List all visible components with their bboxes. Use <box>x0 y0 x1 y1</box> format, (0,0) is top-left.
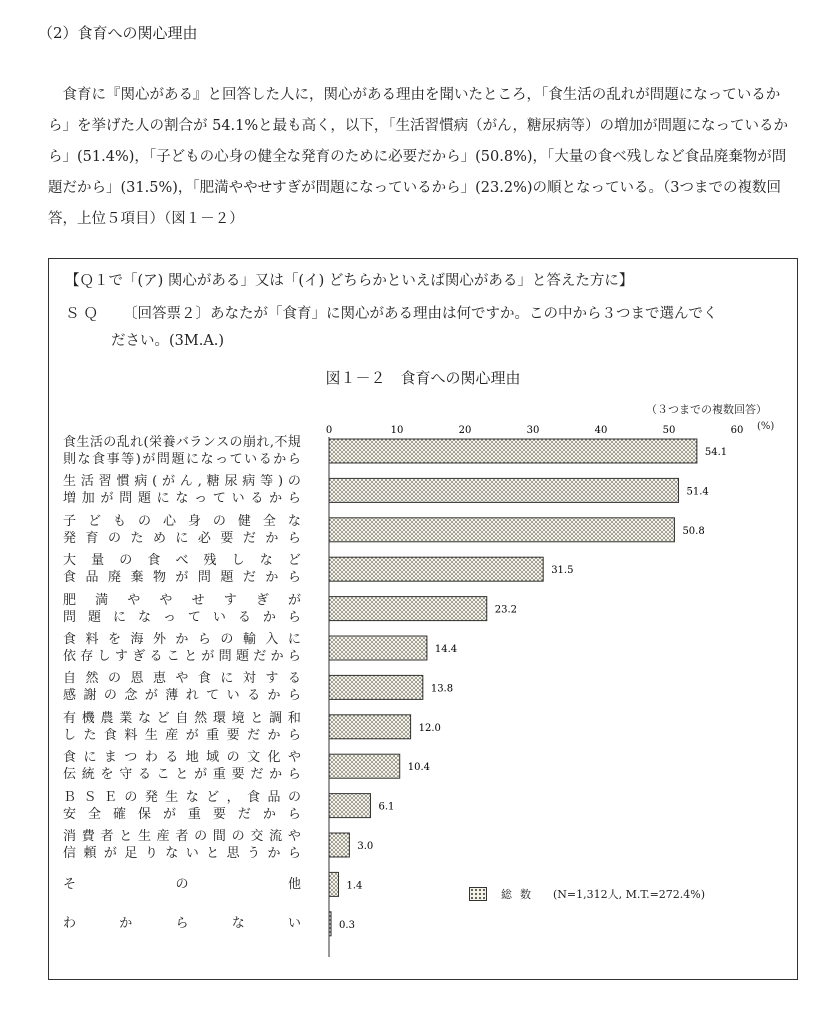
bar-value-label: 23.2 <box>494 604 518 616</box>
category-label-line: 伝 統 を 守 る こ と が 重 要 だ か ら <box>63 767 301 783</box>
figure-title: 図１－２ 食育への関心理由 <box>325 369 521 387</box>
bar-value-label: 54.1 <box>704 447 728 458</box>
bar <box>329 439 697 463</box>
category-label <box>63 472 301 508</box>
legend-series-name: 総数 <box>501 888 539 901</box>
x-tick-label: 20 <box>458 425 472 436</box>
bar <box>329 794 370 818</box>
category-label-line: わ か ら な い <box>63 916 301 932</box>
category-label-line: 肥 満 や や せ す ぎ が <box>63 592 301 608</box>
section-title: （2）食育への関心理由 <box>38 24 198 42</box>
bar <box>329 715 411 739</box>
bar <box>329 675 423 699</box>
category-label-line: 依 存 し す ぎ る こ と が 問 題 だ か ら <box>63 649 301 664</box>
category-label <box>63 788 301 824</box>
category-label-line: 食 品 廃 棄 物 が 問 題 だ か ら <box>63 570 301 586</box>
bar <box>329 872 339 896</box>
category-label-line: 食 料 を 海 外 か ら の 輸 入 に <box>63 632 301 647</box>
x-tick-label: 30 <box>526 425 540 436</box>
category-label-line: 消 費 者 と 生 産 者 の 間 の 交 流 や <box>63 829 301 844</box>
category-label <box>63 591 301 627</box>
question-q1: 【Ｑ１で「(ア) 関心がある」又は「(イ) どちらかといえば関心がある」と答えた方に】 <box>65 273 634 289</box>
bar-value-label: 12.0 <box>418 722 441 734</box>
bar <box>329 557 543 581</box>
category-label-line: 有 機 農 業 な ど 自 然 環 境 と 調 和 <box>63 710 301 726</box>
category-label <box>63 906 301 942</box>
category-label-line: Ｂ Ｓ Ｅ の 発 生 な ど ， 食 品 の <box>63 789 301 805</box>
bar <box>329 518 674 542</box>
bar-value-label: 0.3 <box>339 919 355 931</box>
bar-value-label: 50.8 <box>682 525 705 537</box>
figure-box <box>48 258 798 980</box>
sq-text-1: 〔回答票２〕あなたが「食育」に関心がある理由は何ですか。この中から３つまで選んでく <box>123 306 718 322</box>
bar-value-label: 1.4 <box>346 880 363 892</box>
x-tick-label: 0 <box>325 425 333 436</box>
category-label <box>63 748 301 784</box>
category-label-line: 安 全 確 保 が 重 要 だ か ら <box>63 806 301 822</box>
category-label-line: 則 な 食 事 等 ) が 問 題 に な っ て い る か ら <box>63 452 301 467</box>
axis-unit: (%) <box>757 421 775 432</box>
category-label <box>63 669 301 705</box>
category-label <box>63 709 301 745</box>
bar <box>329 597 487 621</box>
category-label-line: 発 育 の た め に 必 要 だ か ら <box>63 530 301 546</box>
bar-value-label: 51.4 <box>686 486 709 498</box>
sq-label: ＳＱ <box>65 306 102 322</box>
category-label <box>63 551 301 587</box>
bar-value-label: 3.0 <box>357 841 374 852</box>
category-label-line: そ の 他 <box>63 876 301 892</box>
multi-answer-note: （３つまでの複数回答） <box>646 403 767 416</box>
x-tick-label: 10 <box>390 425 404 436</box>
category-label-line: 自 然 の 恩 恵 や 食 に 対 す る <box>63 671 301 687</box>
bar-value-label: 10.4 <box>407 762 430 774</box>
bar <box>329 478 679 502</box>
category-label <box>63 630 301 666</box>
x-tick-label: 50 <box>662 425 676 436</box>
category-label-line: 食 に ま つ わ る 地 域 の 文 化 や <box>63 750 301 766</box>
summary-paragraph: 食育に『関心がある』と回答した人に，関心がある理由を聞いたところ，「食生活の乱れが問題になっているから」を挙げた人の割合が 54.1%と最も高く，以下，「生活習慣病（がん，糖尿病等）の増加が問題になっているから」(51.4%)，「子どもの心身の健全な発育のために必要だから」(50.8%)，「大量の食べ残しなど食品廃棄物が問題だから」(31.5%)，「肥満ややせすぎが問題になっているから」(23.2%)の順となっている。（3つまでの複数回答，上位５項目）（図１－２） <box>48 87 788 227</box>
category-label <box>63 827 301 863</box>
bar <box>329 833 349 857</box>
bar-value-label: 31.5 <box>551 565 574 577</box>
category-label-line: 子 ど も の 心 身 の 健 全 な <box>63 513 301 529</box>
category-label-line: 大 量 の 食 べ 残 し な ど <box>63 553 301 569</box>
x-tick-label: 40 <box>594 425 608 436</box>
x-tick-label: 60 <box>730 425 744 436</box>
category-label-line: 問 題 に な っ て い る か ら <box>63 609 301 625</box>
bar <box>329 912 331 936</box>
category-label-line: 増 加 が 問 題 に な っ て い る か ら <box>63 491 301 507</box>
bar-value-label: 13.8 <box>430 683 454 695</box>
category-label-line: 感 謝 の 念 が 薄 れ て い る か ら <box>63 688 301 704</box>
sq-text-2: ださい。(3M.A.) <box>111 333 225 349</box>
legend <box>469 886 705 902</box>
category-label <box>63 433 301 469</box>
category-label-line: し た 食 料 生 産 が 重 要 だ か ら <box>63 727 301 743</box>
legend-note: (N=1,312人, M.T.=272.4%) <box>553 888 706 901</box>
category-label <box>63 866 301 902</box>
bar-value-label: 6.1 <box>378 801 395 813</box>
bar-chart <box>49 259 797 979</box>
category-label <box>63 512 301 548</box>
legend-swatch <box>469 887 487 901</box>
bar-value-label: 14.4 <box>434 644 458 655</box>
bar <box>329 754 400 778</box>
category-label-line: 生 活 習 慣 病 ( が ん , 糖 尿 病 等 ) の <box>63 474 301 490</box>
bar <box>329 636 427 660</box>
category-label-line: 食 生 活 の 乱 れ ( 栄 養 バ ラ ン ス の 崩 れ , 不 規 <box>63 435 301 450</box>
category-label-line: 信 頼 が 足 り な い と 思 う か ら <box>63 846 301 861</box>
